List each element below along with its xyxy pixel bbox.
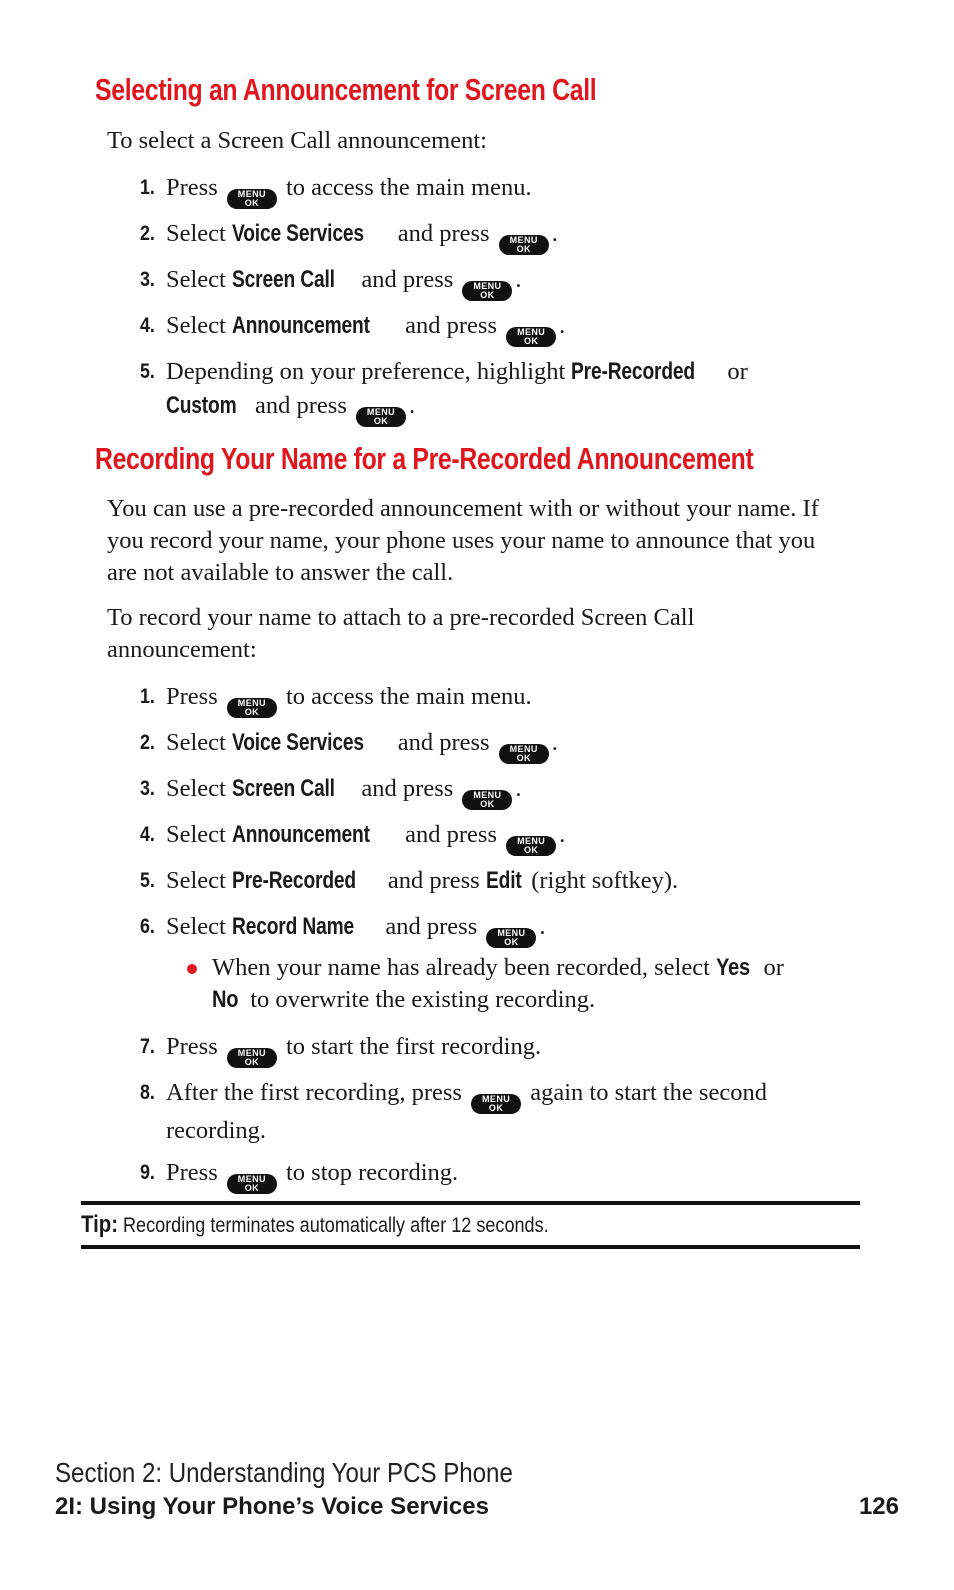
menu-option-label: Screen Call: [232, 266, 335, 293]
step-text: and press: [255, 392, 347, 419]
list-item: [140, 1076, 830, 1148]
step-number: 9.: [140, 1161, 155, 1184]
menu-ok-key-icon: MENU OK: [499, 744, 549, 764]
list-item: [140, 864, 840, 898]
step-text: Press: [166, 683, 218, 710]
step-number: 5.: [140, 869, 155, 892]
step-text: Press: [166, 174, 218, 201]
intro-text: To select a Screen Call announcement:: [107, 127, 487, 154]
menu-option-label: Custom: [166, 392, 237, 419]
bullet-note: When your name has already been recorded, select Yes or No to overwrite the existing recording.: [187, 952, 827, 1016]
step-text: Select: [166, 913, 226, 940]
list-item: 3. Select Screen Call and press MENU OK .: [140, 772, 840, 810]
menu-option-label: Pre-Recorded: [232, 867, 356, 894]
menu-ok-key-icon: MENU OK: [471, 1094, 521, 1114]
menu-ok-key-icon: MENU OK: [356, 407, 406, 427]
tip-text: Recording terminates automatically after 12 seconds.: [123, 1214, 549, 1237]
section-heading-select-announcement: Selecting an Announcement for Screen Call: [95, 72, 597, 107]
menu-ok-key-icon: MENU OK: [506, 836, 556, 856]
list-item: [140, 1030, 840, 1068]
step-text: Press: [166, 1159, 218, 1186]
menu-option-label: Record Name: [232, 913, 355, 940]
list-item: 3. Select Screen Call and press MENU OK .: [140, 263, 840, 301]
step-text: and press: [387, 867, 480, 894]
list-item: [140, 1156, 840, 1194]
list-item: 2. Select Voice Services and press MENU OK .: [140, 726, 840, 764]
step-text: Select: [166, 729, 226, 756]
step-text: and press: [361, 266, 454, 293]
step-text: Depending on your preference, highlight: [166, 358, 566, 385]
step-number: 1.: [140, 685, 155, 708]
menu-ok-key-icon: MENU OK: [499, 235, 549, 255]
menu-ok-key-icon: MENU OK: [506, 327, 556, 347]
menu-ok-key-icon: MENU OK: [486, 928, 536, 948]
footer-section-title: Section 2: Understanding Your PCS Phone: [55, 1457, 513, 1488]
intro-paragraph: You can use a pre-recorded announcement with or without your name. If you record your name, your phone uses your name to announce that you are not available to answer the call.: [107, 495, 819, 586]
page-number: 126: [858, 1493, 899, 1520]
option-no-label: No: [212, 986, 239, 1013]
step-number: 6.: [140, 915, 155, 938]
menu-option-label: Announcement: [232, 821, 370, 848]
step-text: Select: [166, 220, 226, 247]
list-item: [140, 171, 840, 209]
step-number: 7.: [140, 1035, 155, 1058]
step-text: to access the main menu.: [285, 174, 532, 201]
menu-option-label: Voice Services: [232, 220, 364, 247]
menu-ok-key-icon: MENU OK: [462, 790, 512, 810]
menu-ok-key-icon: MENU OK: [227, 1048, 277, 1068]
step-text: and press: [385, 913, 478, 940]
list-item: 5. Depending on your preference, highlight Pre-Recorded or Custom and press MENU OK .: [140, 355, 840, 427]
step-text: or: [727, 358, 748, 385]
step-text: to access the main menu.: [285, 683, 532, 710]
intro-paragraph: To record your name to attach to a pre-recorded Screen Call announcement:: [107, 604, 695, 663]
step-text: again to start the second recording.: [166, 1079, 767, 1144]
option-yes-label: Yes: [716, 954, 750, 981]
step-text: (right softkey).: [531, 867, 679, 894]
step-number: 8.: [140, 1081, 155, 1104]
menu-ok-key-icon: MENU OK: [227, 189, 277, 209]
step-number: 4.: [140, 314, 155, 337]
section-heading-record-name: Recording Your Name for a Pre-Recorded Announcement: [95, 441, 754, 476]
menu-option-label: Pre-Recorded: [571, 358, 696, 385]
menu-option-label: Announcement: [232, 312, 370, 339]
step-text: and press: [397, 220, 490, 247]
step-text: Select: [166, 312, 226, 339]
step-text: Select: [166, 867, 226, 894]
list-item: 4. Select Announcement and press MENU OK .: [140, 309, 840, 347]
list-item: 4. Select Announcement and press MENU OK .: [140, 818, 840, 856]
step-number: 3.: [140, 777, 155, 800]
list-item: 6. Select Record Name and press MENU OK .: [140, 910, 840, 948]
menu-ok-key-icon: MENU OK: [227, 698, 277, 718]
step-text: to stop recording.: [285, 1159, 459, 1186]
step-number: 2.: [140, 222, 155, 245]
step-text: Select: [166, 266, 226, 293]
step-text: After the first recording, press: [166, 1079, 462, 1106]
step-number: 5.: [140, 360, 155, 383]
step-text: Select: [166, 821, 226, 848]
list-item: [140, 680, 840, 718]
footer-chapter-title: 2I: Using Your Phone’s Voice Services: [55, 1493, 489, 1520]
tip-label: Tip:: [81, 1211, 119, 1238]
softkey-label: Edit: [485, 867, 522, 894]
menu-ok-key-icon: MENU OK: [227, 1174, 277, 1194]
step-number: 4.: [140, 823, 155, 846]
list-item: 2. Select Voice Services and press MENU OK .: [140, 217, 840, 255]
step-text: and press: [405, 821, 497, 848]
tip-box: [81, 1201, 860, 1249]
step-text: Select: [166, 775, 226, 802]
bullet-dot-icon: [187, 964, 197, 974]
step-text: Press: [166, 1033, 218, 1060]
menu-option-label: Screen Call: [232, 775, 335, 802]
step-number: 2.: [140, 731, 155, 754]
step-number: 3.: [140, 268, 155, 291]
step-number: 1.: [140, 176, 155, 199]
step-text: to start the first recording.: [285, 1033, 542, 1060]
menu-ok-key-icon: MENU OK: [462, 281, 512, 301]
step-text: and press: [361, 775, 454, 802]
bullet-text: When your name has already been recorded, select: [212, 954, 710, 981]
bullet-text: to overwrite the existing recording.: [250, 986, 596, 1013]
step-text: and press: [405, 312, 497, 339]
menu-option-label: Voice Services: [232, 729, 364, 756]
step-text: and press: [397, 729, 490, 756]
